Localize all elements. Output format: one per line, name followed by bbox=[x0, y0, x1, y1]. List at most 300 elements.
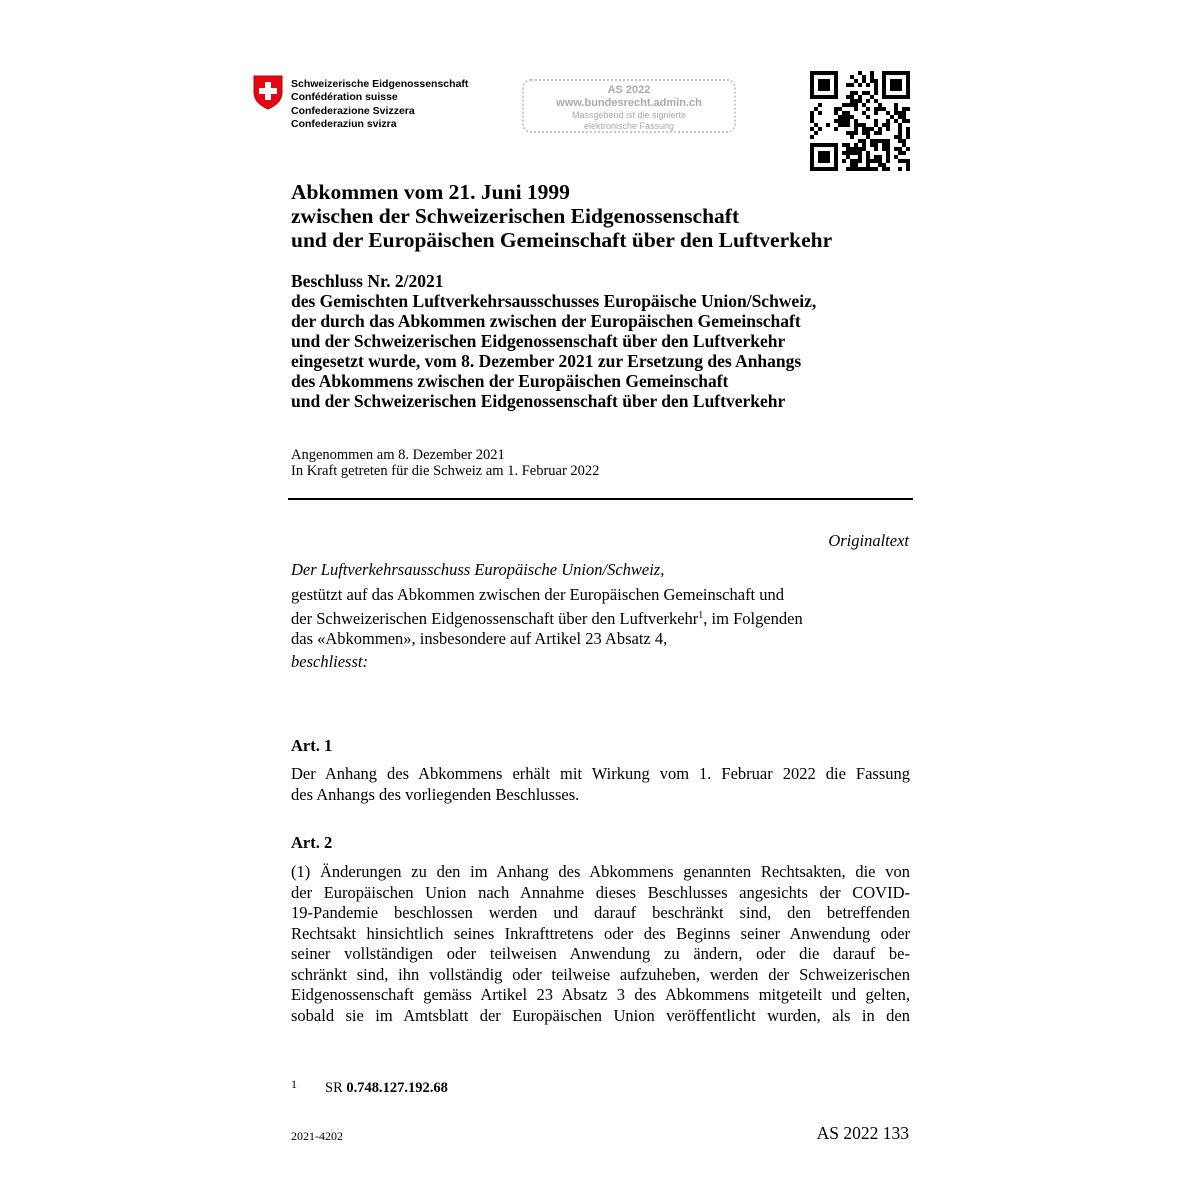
qr-module bbox=[874, 79, 878, 83]
header-divider bbox=[288, 498, 913, 500]
qr-module bbox=[826, 71, 830, 75]
qr-module bbox=[822, 83, 826, 87]
qr-module bbox=[846, 131, 850, 135]
qr-module bbox=[886, 71, 890, 75]
qr-module bbox=[826, 159, 830, 163]
qr-module bbox=[862, 79, 866, 83]
stamp-note-1: Massgebend ist die signierte bbox=[571, 110, 687, 120]
qr-module bbox=[858, 159, 862, 163]
qr-module bbox=[898, 159, 902, 163]
qr-module bbox=[866, 151, 870, 155]
qr-module bbox=[906, 75, 910, 79]
decision-line: Beschluss Nr. 2/2021 bbox=[291, 271, 444, 291]
qr-module bbox=[858, 95, 862, 99]
qr-module bbox=[882, 123, 886, 127]
qr-module bbox=[818, 103, 822, 107]
qr-module bbox=[898, 123, 902, 127]
article-line: Eidgenossenschaft gemäss Artikel 23 Absatz 3 des Abkommens mitgeteilt und gelten, bbox=[291, 985, 910, 1004]
qr-module bbox=[854, 131, 858, 135]
qr-module bbox=[850, 95, 854, 99]
qr-module bbox=[902, 71, 906, 75]
qr-module bbox=[846, 155, 850, 159]
footnote-text bbox=[325, 1080, 448, 1097]
qr-module bbox=[874, 119, 878, 123]
qr-module bbox=[906, 163, 910, 167]
preamble-line: das «Abkommen», insbesondere auf Artikel 23 Absatz 4, bbox=[291, 629, 668, 648]
qr-module bbox=[898, 147, 902, 151]
qr-module bbox=[894, 147, 898, 151]
qr-module bbox=[890, 95, 894, 99]
preamble bbox=[291, 585, 803, 650]
article-line: (1) Änderungen zu den im Anhang des Abkommens genannten Rechtsakten, die von bbox=[291, 862, 910, 881]
qr-module bbox=[826, 167, 830, 171]
qr-module bbox=[810, 163, 814, 167]
qr-module bbox=[818, 151, 822, 155]
qr-module bbox=[862, 143, 866, 147]
in-force-date: In Kraft getreten für die Schweiz am 1. Februar 2022 bbox=[291, 463, 600, 479]
qr-module bbox=[866, 91, 870, 95]
qr-module bbox=[818, 127, 822, 131]
qr-module bbox=[834, 95, 838, 99]
qr-module bbox=[838, 115, 842, 119]
qr-module bbox=[822, 79, 826, 83]
qr-module bbox=[854, 107, 858, 111]
qr-module bbox=[870, 127, 874, 131]
qr-module bbox=[894, 107, 898, 111]
qr-module bbox=[894, 103, 898, 107]
qr-module bbox=[886, 123, 890, 127]
qr-module bbox=[834, 107, 838, 111]
qr-module bbox=[850, 163, 854, 167]
page-reference: AS 2022 133 bbox=[816, 1123, 909, 1143]
qr-module bbox=[858, 167, 862, 171]
qr-module bbox=[886, 139, 890, 143]
qr-module bbox=[846, 123, 850, 127]
qr-module bbox=[842, 111, 846, 115]
qr-module bbox=[850, 159, 854, 163]
qr-module bbox=[878, 155, 882, 159]
qr-module bbox=[846, 119, 850, 123]
footnote-ref[interactable]: 1 bbox=[698, 609, 704, 621]
qr-module bbox=[826, 143, 830, 147]
qr-module bbox=[846, 95, 850, 99]
qr-module bbox=[866, 99, 870, 103]
qr-module bbox=[906, 107, 910, 111]
stamp-url: www.bundesrecht.admin.ch bbox=[556, 97, 702, 109]
qr-module bbox=[898, 83, 902, 87]
qr-module bbox=[862, 139, 866, 143]
qr-module bbox=[894, 71, 898, 75]
qr-module bbox=[810, 71, 814, 75]
qr-module bbox=[814, 143, 818, 147]
qr-module bbox=[810, 167, 814, 171]
qr-module bbox=[894, 95, 898, 99]
qr-module bbox=[882, 83, 886, 87]
qr-module bbox=[834, 91, 838, 95]
qr-module bbox=[902, 151, 906, 155]
qr-module bbox=[846, 111, 850, 115]
qr-module bbox=[902, 111, 906, 115]
qr-module bbox=[894, 155, 898, 159]
qr-module bbox=[858, 123, 862, 127]
decision-line: der durch das Abkommen zwischen der Europäischen Gemeinschaft bbox=[291, 311, 801, 331]
qr-module bbox=[850, 151, 854, 155]
qr-module bbox=[818, 71, 822, 75]
qr-module bbox=[866, 163, 870, 167]
qr-module bbox=[850, 115, 854, 119]
qr-module bbox=[830, 143, 834, 147]
qr-module bbox=[838, 107, 842, 111]
qr-module bbox=[862, 75, 866, 79]
qr-module bbox=[834, 155, 838, 159]
qr-module bbox=[842, 115, 846, 119]
qr-module bbox=[854, 119, 858, 123]
qr-module bbox=[858, 155, 862, 159]
qr-module bbox=[846, 167, 850, 171]
qr-module bbox=[810, 159, 814, 163]
qr-module bbox=[866, 167, 870, 171]
qr-module bbox=[846, 83, 850, 87]
qr-module bbox=[814, 95, 818, 99]
qr-module bbox=[874, 107, 878, 111]
qr-module bbox=[890, 79, 894, 83]
qr-module bbox=[870, 79, 874, 83]
qr-module bbox=[882, 91, 886, 95]
qr-module bbox=[814, 131, 818, 135]
qr-module bbox=[898, 111, 902, 115]
qr-module bbox=[878, 127, 882, 131]
qr-module bbox=[866, 159, 870, 163]
qr-module bbox=[866, 115, 870, 119]
qr-module bbox=[842, 159, 846, 163]
qr-module bbox=[898, 95, 902, 99]
qr-module bbox=[874, 131, 878, 135]
qr-module bbox=[886, 155, 890, 159]
qr-module bbox=[818, 155, 822, 159]
qr-module bbox=[834, 79, 838, 83]
qr-module bbox=[894, 79, 898, 83]
qr-module bbox=[870, 71, 874, 75]
qr-module bbox=[874, 147, 878, 151]
qr-module bbox=[834, 87, 838, 91]
qr-module bbox=[866, 131, 870, 135]
official-publication-stamp bbox=[522, 79, 736, 133]
qr-module bbox=[810, 83, 814, 87]
qr-module bbox=[826, 79, 830, 83]
qr-module bbox=[870, 95, 874, 99]
footnote-sr-number[interactable]: 0.748.127.192.68 bbox=[346, 1080, 448, 1096]
qr-module bbox=[882, 71, 886, 75]
qr-module bbox=[874, 123, 878, 127]
article-line: schränkt sind, ihn vollständig oder teilweise aufzuheben, werden der Schweizerischen bbox=[291, 964, 910, 984]
preamble-line bbox=[291, 606, 803, 630]
qr-module bbox=[894, 83, 898, 87]
qr-module bbox=[878, 107, 882, 111]
qr-module bbox=[854, 123, 858, 127]
qr-module bbox=[826, 155, 830, 159]
qr-code-icon bbox=[810, 71, 910, 171]
qr-module bbox=[882, 75, 886, 79]
qr-module bbox=[854, 79, 858, 83]
qr-module bbox=[854, 103, 858, 107]
qr-module bbox=[842, 119, 846, 123]
qr-module bbox=[810, 87, 814, 91]
qr-module bbox=[858, 151, 862, 155]
qr-module bbox=[886, 143, 890, 147]
footnote-prefix: SR bbox=[325, 1080, 343, 1096]
qr-module bbox=[870, 139, 874, 143]
article-line: Rechtsakt hinsichtlich seines Inkrafttretens oder des Beginns seiner Anwendung oder bbox=[291, 923, 910, 943]
adoption-dates bbox=[291, 447, 599, 479]
qr-module bbox=[822, 167, 826, 171]
article-line: sobald sie im Amtsblatt der Europäischen Union veröffentlicht wurden, als in den bbox=[291, 1005, 910, 1025]
qr-module bbox=[882, 87, 886, 91]
qr-module bbox=[906, 87, 910, 91]
qr-module bbox=[810, 79, 814, 83]
qr-module bbox=[838, 123, 842, 127]
qr-module bbox=[862, 147, 866, 151]
article-1-text bbox=[291, 764, 910, 805]
qr-module bbox=[850, 147, 854, 151]
qr-module bbox=[834, 167, 838, 171]
qr-module bbox=[882, 95, 886, 99]
qr-module bbox=[818, 83, 822, 87]
qr-module bbox=[854, 91, 858, 95]
qr-module bbox=[810, 147, 814, 151]
qr-module bbox=[822, 87, 826, 91]
qr-module bbox=[874, 111, 878, 115]
title-line: und der Europäischen Gemeinschaft über den Luftverkehr bbox=[291, 228, 833, 252]
qr-module bbox=[866, 107, 870, 111]
qr-module bbox=[870, 143, 874, 147]
qr-module bbox=[822, 159, 826, 163]
qr-module bbox=[906, 147, 910, 151]
qr-module bbox=[902, 139, 906, 143]
qr-module bbox=[822, 155, 826, 159]
preamble-text: , im Folgenden bbox=[703, 608, 803, 628]
qr-module bbox=[810, 155, 814, 159]
qr-module bbox=[854, 127, 858, 131]
qr-module bbox=[882, 143, 886, 147]
qr-module bbox=[862, 91, 866, 95]
qr-module bbox=[834, 119, 838, 123]
qr-module bbox=[818, 87, 822, 91]
title-line: zwischen der Schweizerischen Eidgenossenschaft bbox=[291, 204, 740, 228]
qr-module bbox=[866, 135, 870, 139]
qr-module bbox=[874, 155, 878, 159]
qr-module bbox=[882, 167, 886, 171]
qr-module bbox=[878, 159, 882, 163]
qr-module bbox=[890, 71, 894, 75]
qr-module bbox=[826, 151, 830, 155]
article-2-heading: Art. 2 bbox=[291, 833, 333, 852]
qr-module bbox=[810, 127, 814, 131]
qr-module bbox=[886, 127, 890, 131]
qr-module bbox=[906, 95, 910, 99]
qr-module bbox=[826, 95, 830, 99]
qr-module bbox=[834, 75, 838, 79]
qr-module bbox=[818, 167, 822, 171]
decides-label: beschliesst: bbox=[291, 652, 368, 671]
qr-module bbox=[882, 163, 886, 167]
qr-module bbox=[898, 139, 902, 143]
qr-module bbox=[834, 151, 838, 155]
stamp-as-number: AS 2022 bbox=[607, 84, 651, 96]
qr-module bbox=[810, 151, 814, 155]
qr-module bbox=[810, 115, 814, 119]
qr-module bbox=[906, 131, 910, 135]
document-title bbox=[291, 180, 832, 252]
qr-module bbox=[902, 107, 906, 111]
qr-module bbox=[850, 75, 854, 79]
qr-module bbox=[850, 91, 854, 95]
qr-module bbox=[822, 71, 826, 75]
qr-module bbox=[898, 131, 902, 135]
qr-module bbox=[854, 147, 858, 151]
qr-module bbox=[906, 91, 910, 95]
qr-module bbox=[850, 135, 854, 139]
qr-module bbox=[874, 87, 878, 91]
qr-module bbox=[854, 143, 858, 147]
qr-module bbox=[878, 131, 882, 135]
qr-module bbox=[838, 119, 842, 123]
qr-module bbox=[834, 163, 838, 167]
qr-module bbox=[898, 71, 902, 75]
qr-module bbox=[886, 167, 890, 171]
qr-module bbox=[822, 143, 826, 147]
qr-module bbox=[858, 71, 862, 75]
qr-module bbox=[826, 123, 830, 127]
qr-module bbox=[862, 131, 866, 135]
qr-module bbox=[846, 147, 850, 151]
qr-module bbox=[874, 83, 878, 87]
qr-module bbox=[870, 159, 874, 163]
document-number: 2021-4202 bbox=[291, 1129, 343, 1143]
confederation-line-de: Schweizerische Eidgenossenschaft bbox=[291, 78, 469, 90]
stamp-note-2: elektronische Fassung bbox=[583, 121, 675, 131]
qr-module bbox=[814, 71, 818, 75]
qr-module bbox=[846, 151, 850, 155]
qr-module bbox=[890, 87, 894, 91]
qr-module bbox=[862, 123, 866, 127]
swiss-cross-shield-icon bbox=[252, 74, 284, 110]
qr-module bbox=[818, 111, 822, 115]
qr-module bbox=[850, 103, 854, 107]
qr-module bbox=[822, 151, 826, 155]
qr-module bbox=[870, 167, 874, 171]
qr-module bbox=[878, 163, 882, 167]
qr-module bbox=[906, 71, 910, 75]
decision-line: und der Schweizerischen Eidgenossenschaft über den Luftverkehr bbox=[291, 391, 786, 411]
qr-module bbox=[822, 95, 826, 99]
qr-module bbox=[834, 71, 838, 75]
qr-module bbox=[850, 131, 854, 135]
qr-module bbox=[834, 111, 838, 115]
adopted-date: Angenommen am 8. Dezember 2021 bbox=[291, 447, 505, 463]
qr-module bbox=[810, 119, 814, 123]
qr-module bbox=[858, 139, 862, 143]
qr-module bbox=[854, 159, 858, 163]
qr-module bbox=[830, 167, 834, 171]
qr-module bbox=[902, 143, 906, 147]
qr-module bbox=[906, 159, 910, 163]
qr-module bbox=[878, 139, 882, 143]
qr-module bbox=[826, 87, 830, 91]
qr-module bbox=[886, 147, 890, 151]
qr-module bbox=[882, 139, 886, 143]
qr-module bbox=[886, 119, 890, 123]
qr-module bbox=[850, 83, 854, 87]
qr-module bbox=[874, 99, 878, 103]
qr-module bbox=[906, 79, 910, 83]
article-line: des Anhangs des vorliegenden Beschlusses. bbox=[291, 784, 580, 804]
qr-module bbox=[810, 143, 814, 147]
qr-module bbox=[850, 99, 854, 103]
qr-module bbox=[898, 79, 902, 83]
qr-module bbox=[874, 91, 878, 95]
original-text-label: Originaltext bbox=[828, 531, 909, 550]
qr-module bbox=[842, 123, 846, 127]
qr-module bbox=[906, 83, 910, 87]
qr-module bbox=[842, 151, 846, 155]
qr-module bbox=[894, 87, 898, 91]
qr-module bbox=[814, 167, 818, 171]
qr-module bbox=[814, 123, 818, 127]
confederation-line-rm: Confederaziun svizra bbox=[291, 117, 397, 130]
qr-module bbox=[818, 159, 822, 163]
qr-module bbox=[818, 143, 822, 147]
qr-module bbox=[906, 167, 910, 171]
qr-module bbox=[906, 135, 910, 139]
qr-module bbox=[906, 127, 910, 131]
article-line: 19-Pandemie beschlossen werden und darauf beschränkt sind, den betreffenden bbox=[291, 903, 910, 922]
qr-module bbox=[858, 83, 862, 87]
qr-module bbox=[890, 83, 894, 87]
qr-module bbox=[898, 167, 902, 171]
qr-module bbox=[818, 95, 822, 99]
qr-module bbox=[898, 127, 902, 131]
qr-module bbox=[854, 167, 858, 171]
qr-module bbox=[878, 103, 882, 107]
qr-module bbox=[886, 95, 890, 99]
committee-name: Der Luftverkehrsausschuss Europäische Union/Schweiz, bbox=[291, 560, 665, 579]
decision-line: eingesetzt wurde, vom 8. Dezember 2021 zur Ersetzung des Anhangs bbox=[291, 351, 802, 371]
qr-module bbox=[886, 159, 890, 163]
qr-module bbox=[862, 127, 866, 131]
qr-module bbox=[898, 115, 902, 119]
qr-module bbox=[834, 147, 838, 151]
confederation-name bbox=[291, 78, 468, 131]
qr-module bbox=[886, 151, 890, 155]
qr-module bbox=[902, 115, 906, 119]
qr-module bbox=[894, 111, 898, 115]
confederation-line-it: Confederazione Svizzera bbox=[291, 104, 415, 117]
article-1-heading: Art. 1 bbox=[291, 736, 333, 755]
decision-line: und der Schweizerischen Eidgenossenschaft über den Luftverkehr bbox=[291, 331, 786, 351]
qr-module bbox=[882, 147, 886, 151]
article-line: der Europäischen Union nach Annahme dieses Beschlusses angesichts der COVID- bbox=[291, 882, 910, 902]
decision-title bbox=[291, 271, 816, 411]
qr-module bbox=[830, 95, 834, 99]
preamble-text: der Schweizerischen Eidgenossenschaft über den Luftverkehr bbox=[291, 608, 699, 628]
qr-module bbox=[874, 143, 878, 147]
qr-module bbox=[894, 119, 898, 123]
decision-line: des Abkommens zwischen der Europäischen Gemeinschaft bbox=[291, 371, 729, 391]
qr-module bbox=[810, 95, 814, 99]
preamble-line: gestützt auf das Abkommen zwischen der Europäischen Gemeinschaft und bbox=[291, 585, 785, 604]
qr-module bbox=[858, 99, 862, 103]
qr-module bbox=[842, 143, 846, 147]
